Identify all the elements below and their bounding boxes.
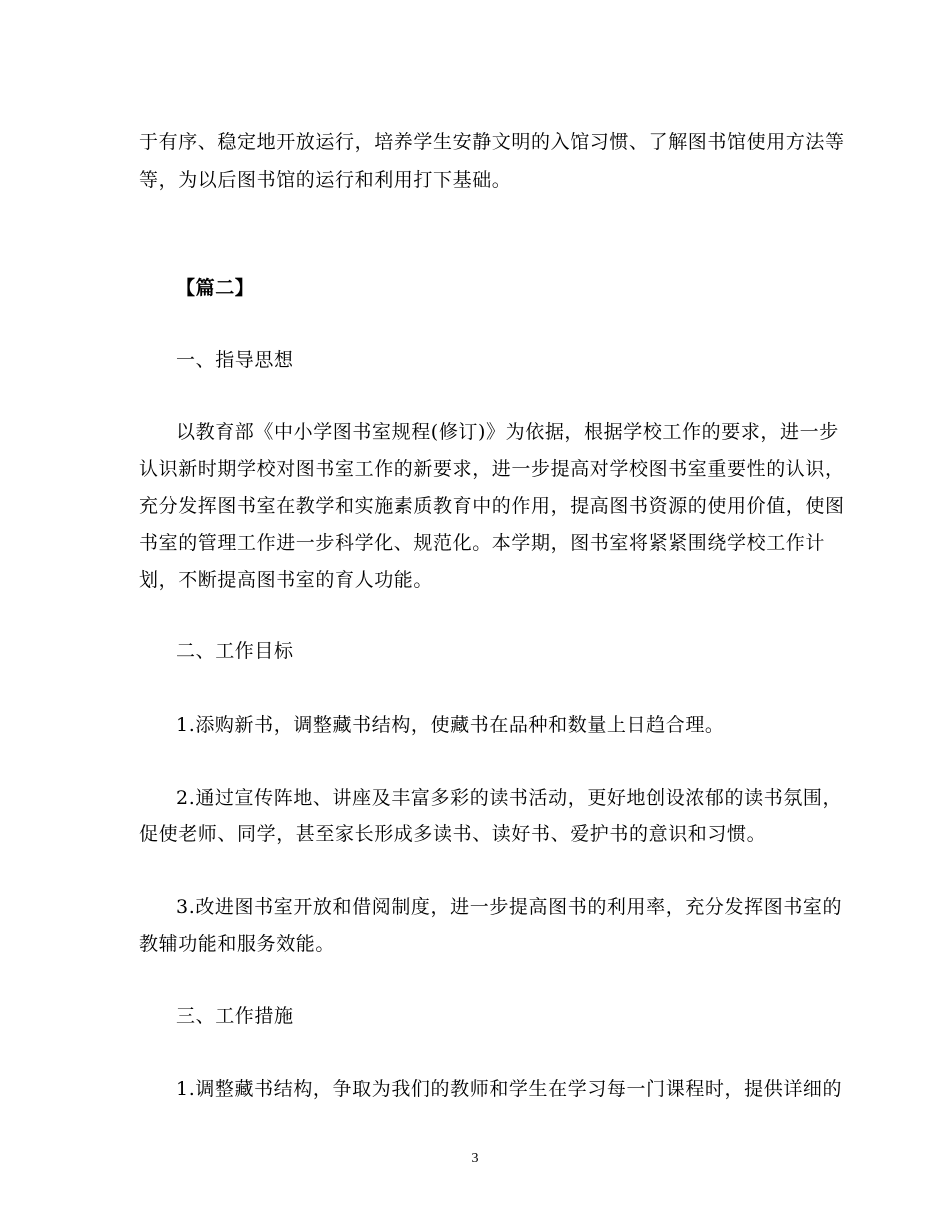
guiding-paragraph-line-2: 认识新时期学校对图书室工作的新要求，进一步提高对学校图书室重要性的认识， (139, 458, 845, 480)
guiding-heading: 一、指导思想 (176, 349, 294, 371)
goals-heading: 二、工作目标 (176, 640, 294, 662)
continuation-line-2: 等，为以后图书馆的运行和利用打下基础。 (139, 169, 512, 191)
page-number: 3 (471, 1151, 479, 1166)
measures-heading: 三、工作措施 (176, 1005, 294, 1027)
guiding-paragraph-line-1: 以教育部《中小学图书室规程(修订)》为依据，根据学校工作的要求，进一步 (176, 421, 839, 443)
continuation-line-1: 于有序、稳定地开放运行，培养学生安静文明的入馆习惯、了解图书馆使用方法等 (139, 131, 845, 153)
goal-3-line-1: 3.改进图书室开放和借阅制度，进一步提高图书的利用率，充分发挥图书室的 (176, 896, 843, 918)
guiding-paragraph-line-4: 书室的管理工作进一步科学化、规范化。本学期，图书室将紧紧围绕学校工作计 (139, 532, 826, 554)
section-title: 【篇二】 (176, 277, 255, 299)
guiding-paragraph-line-3: 充分发挥图书室在教学和实施素质教育中的作用，提高图书资源的使用价值，使图 (139, 495, 845, 517)
goal-2-line-2: 促使老师、同学，甚至家长形成多读书、读好书、爱护书的意识和习惯。 (139, 823, 767, 845)
goal-2-line-1: 2.通过宣传阵地、讲座及丰富多彩的读书活动，更好地创设浓郁的读书氛围， (176, 787, 843, 809)
goal-3-line-2: 教辅功能和服务效能。 (139, 933, 336, 955)
goal-1-line-1: 1.添购新书，调整藏书结构，使藏书在品种和数量上日趋合理。 (176, 714, 725, 736)
measure-1-line-1: 1.调整藏书结构，争取为我们的教师和学生在学习每一门课程时，提供详细的 (176, 1078, 843, 1100)
guiding-paragraph-line-5: 划，不断提高图书室的育人功能。 (139, 569, 434, 591)
